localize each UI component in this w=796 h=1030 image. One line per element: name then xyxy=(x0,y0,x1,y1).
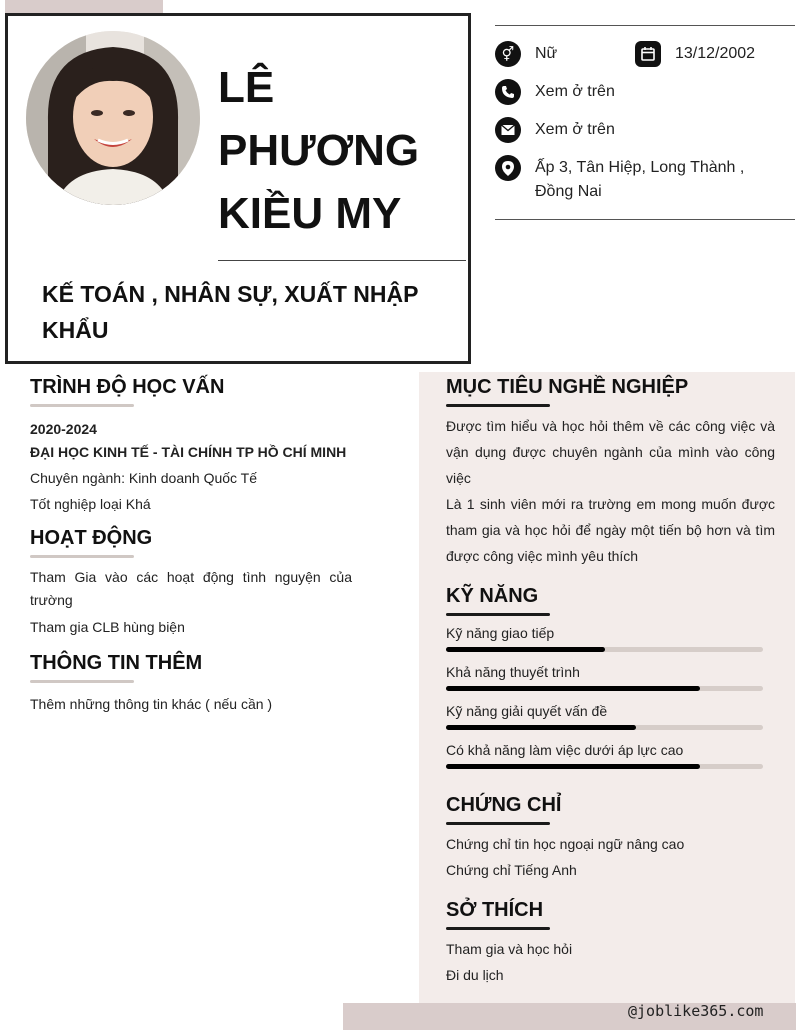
skill-label: Kỹ năng giải quyết vấn đề xyxy=(446,703,608,719)
name-line: KIỀU MY xyxy=(218,189,402,238)
section-title: MỤC TIÊU NGHỀ NGHIỆP xyxy=(446,376,689,398)
section-title: THÔNG TIN THÊM xyxy=(30,652,203,674)
info-divider-top xyxy=(495,25,795,26)
email-value: Xem ở trên xyxy=(535,121,615,138)
phone-value: Xem ở trên xyxy=(535,83,615,100)
skills-section xyxy=(446,582,776,778)
section-title: SỞ THÍCH xyxy=(446,899,544,921)
skill-row xyxy=(446,739,776,778)
extra-info-section xyxy=(30,649,360,717)
skill-row xyxy=(446,661,776,700)
skill-label: Khả năng thuyết trình xyxy=(446,664,580,680)
list-item: Đi du lịch xyxy=(446,967,504,983)
activities-section xyxy=(30,524,352,640)
name-line: LÊ xyxy=(218,63,275,112)
skill-bar xyxy=(446,686,763,691)
skill-bar xyxy=(446,647,763,652)
education-years: 2020-2024 xyxy=(30,421,97,437)
education-section xyxy=(30,373,360,517)
section-underline xyxy=(30,404,134,407)
section-underline xyxy=(446,404,550,407)
section-underline xyxy=(446,822,550,825)
section-title: KỸ NĂNG xyxy=(446,585,539,607)
job-title: KẾ TOÁN , NHÂN SỰ, XUẤT NHẬP KHẨU xyxy=(42,281,419,343)
skill-bar-fill xyxy=(446,686,700,691)
avatar xyxy=(26,31,200,205)
skill-bar xyxy=(446,725,763,730)
skills-list xyxy=(446,622,776,778)
skill-label: Kỹ năng giao tiếp xyxy=(446,625,555,641)
objective-paragraph: Là 1 sinh viên mới ra trường em mong muốn được tham gia và học hỏi để ngày một tiến bộ hơn và tìm được công việc mình yêu thích xyxy=(446,496,775,564)
section-title: CHỨNG CHỈ xyxy=(446,794,562,816)
address-value: Ấp 3, Tân Hiệp, Long Thành , Đồng Nai xyxy=(535,159,745,200)
list-item: Tham Gia vào các hoạt động tình nguyện của trường xyxy=(30,569,352,608)
education-major: Chuyên ngành: Kinh doanh Quốc Tế xyxy=(30,470,258,486)
section-underline xyxy=(30,555,134,558)
info-divider-bottom xyxy=(495,219,795,220)
skill-row xyxy=(446,622,776,661)
section-title: HOẠT ĐỘNG xyxy=(30,527,153,549)
skill-bar-fill xyxy=(446,764,700,769)
section-underline xyxy=(30,680,134,683)
candidate-name xyxy=(218,56,458,245)
objective-section xyxy=(446,373,775,569)
name-line: PHƯƠNG xyxy=(218,126,420,175)
section-underline xyxy=(446,927,550,930)
location-pin-icon xyxy=(495,155,521,181)
list-item: Tham gia CLB hùng biện xyxy=(30,619,185,635)
birthday-value: 13/12/2002 xyxy=(675,45,756,62)
list-item: Chứng chỉ Tiếng Anh xyxy=(446,862,577,878)
gender-icon: ⚥ xyxy=(495,41,521,67)
skill-bar-fill xyxy=(446,725,636,730)
calendar-icon xyxy=(635,41,661,67)
extra-info-text: Thêm những thông tin khác ( nếu cần ) xyxy=(30,696,273,712)
name-divider xyxy=(218,260,466,261)
phone-icon xyxy=(495,79,521,105)
watermark: @joblike365.com xyxy=(628,1002,764,1020)
gender-value: Nữ xyxy=(535,45,558,62)
list-item: Chứng chỉ tin học ngoại ngữ nâng cao xyxy=(446,836,685,852)
hobbies-section xyxy=(446,896,776,988)
skill-label: Có khả năng làm việc dưới áp lực cao xyxy=(446,742,684,758)
objective-paragraph: Được tìm hiểu và học hỏi thêm về các công việc và vận dụng được chuyên ngành của mình vào công việc xyxy=(446,418,775,486)
certificates-section xyxy=(446,791,776,883)
list-item: Tham gia và học hỏi xyxy=(446,941,573,957)
skill-bar-fill xyxy=(446,647,605,652)
skill-bar xyxy=(446,764,763,769)
skill-row xyxy=(446,700,776,739)
education-grade: Tốt nghiệp loại Khá xyxy=(30,496,151,512)
section-title: TRÌNH ĐỘ HỌC VẤN xyxy=(30,376,225,398)
section-underline xyxy=(446,613,550,616)
education-school: ĐẠI HỌC KINH TẾ - TÀI CHÍNH TP HỒ CHÍ MINH xyxy=(30,444,347,460)
mail-icon xyxy=(495,117,521,143)
